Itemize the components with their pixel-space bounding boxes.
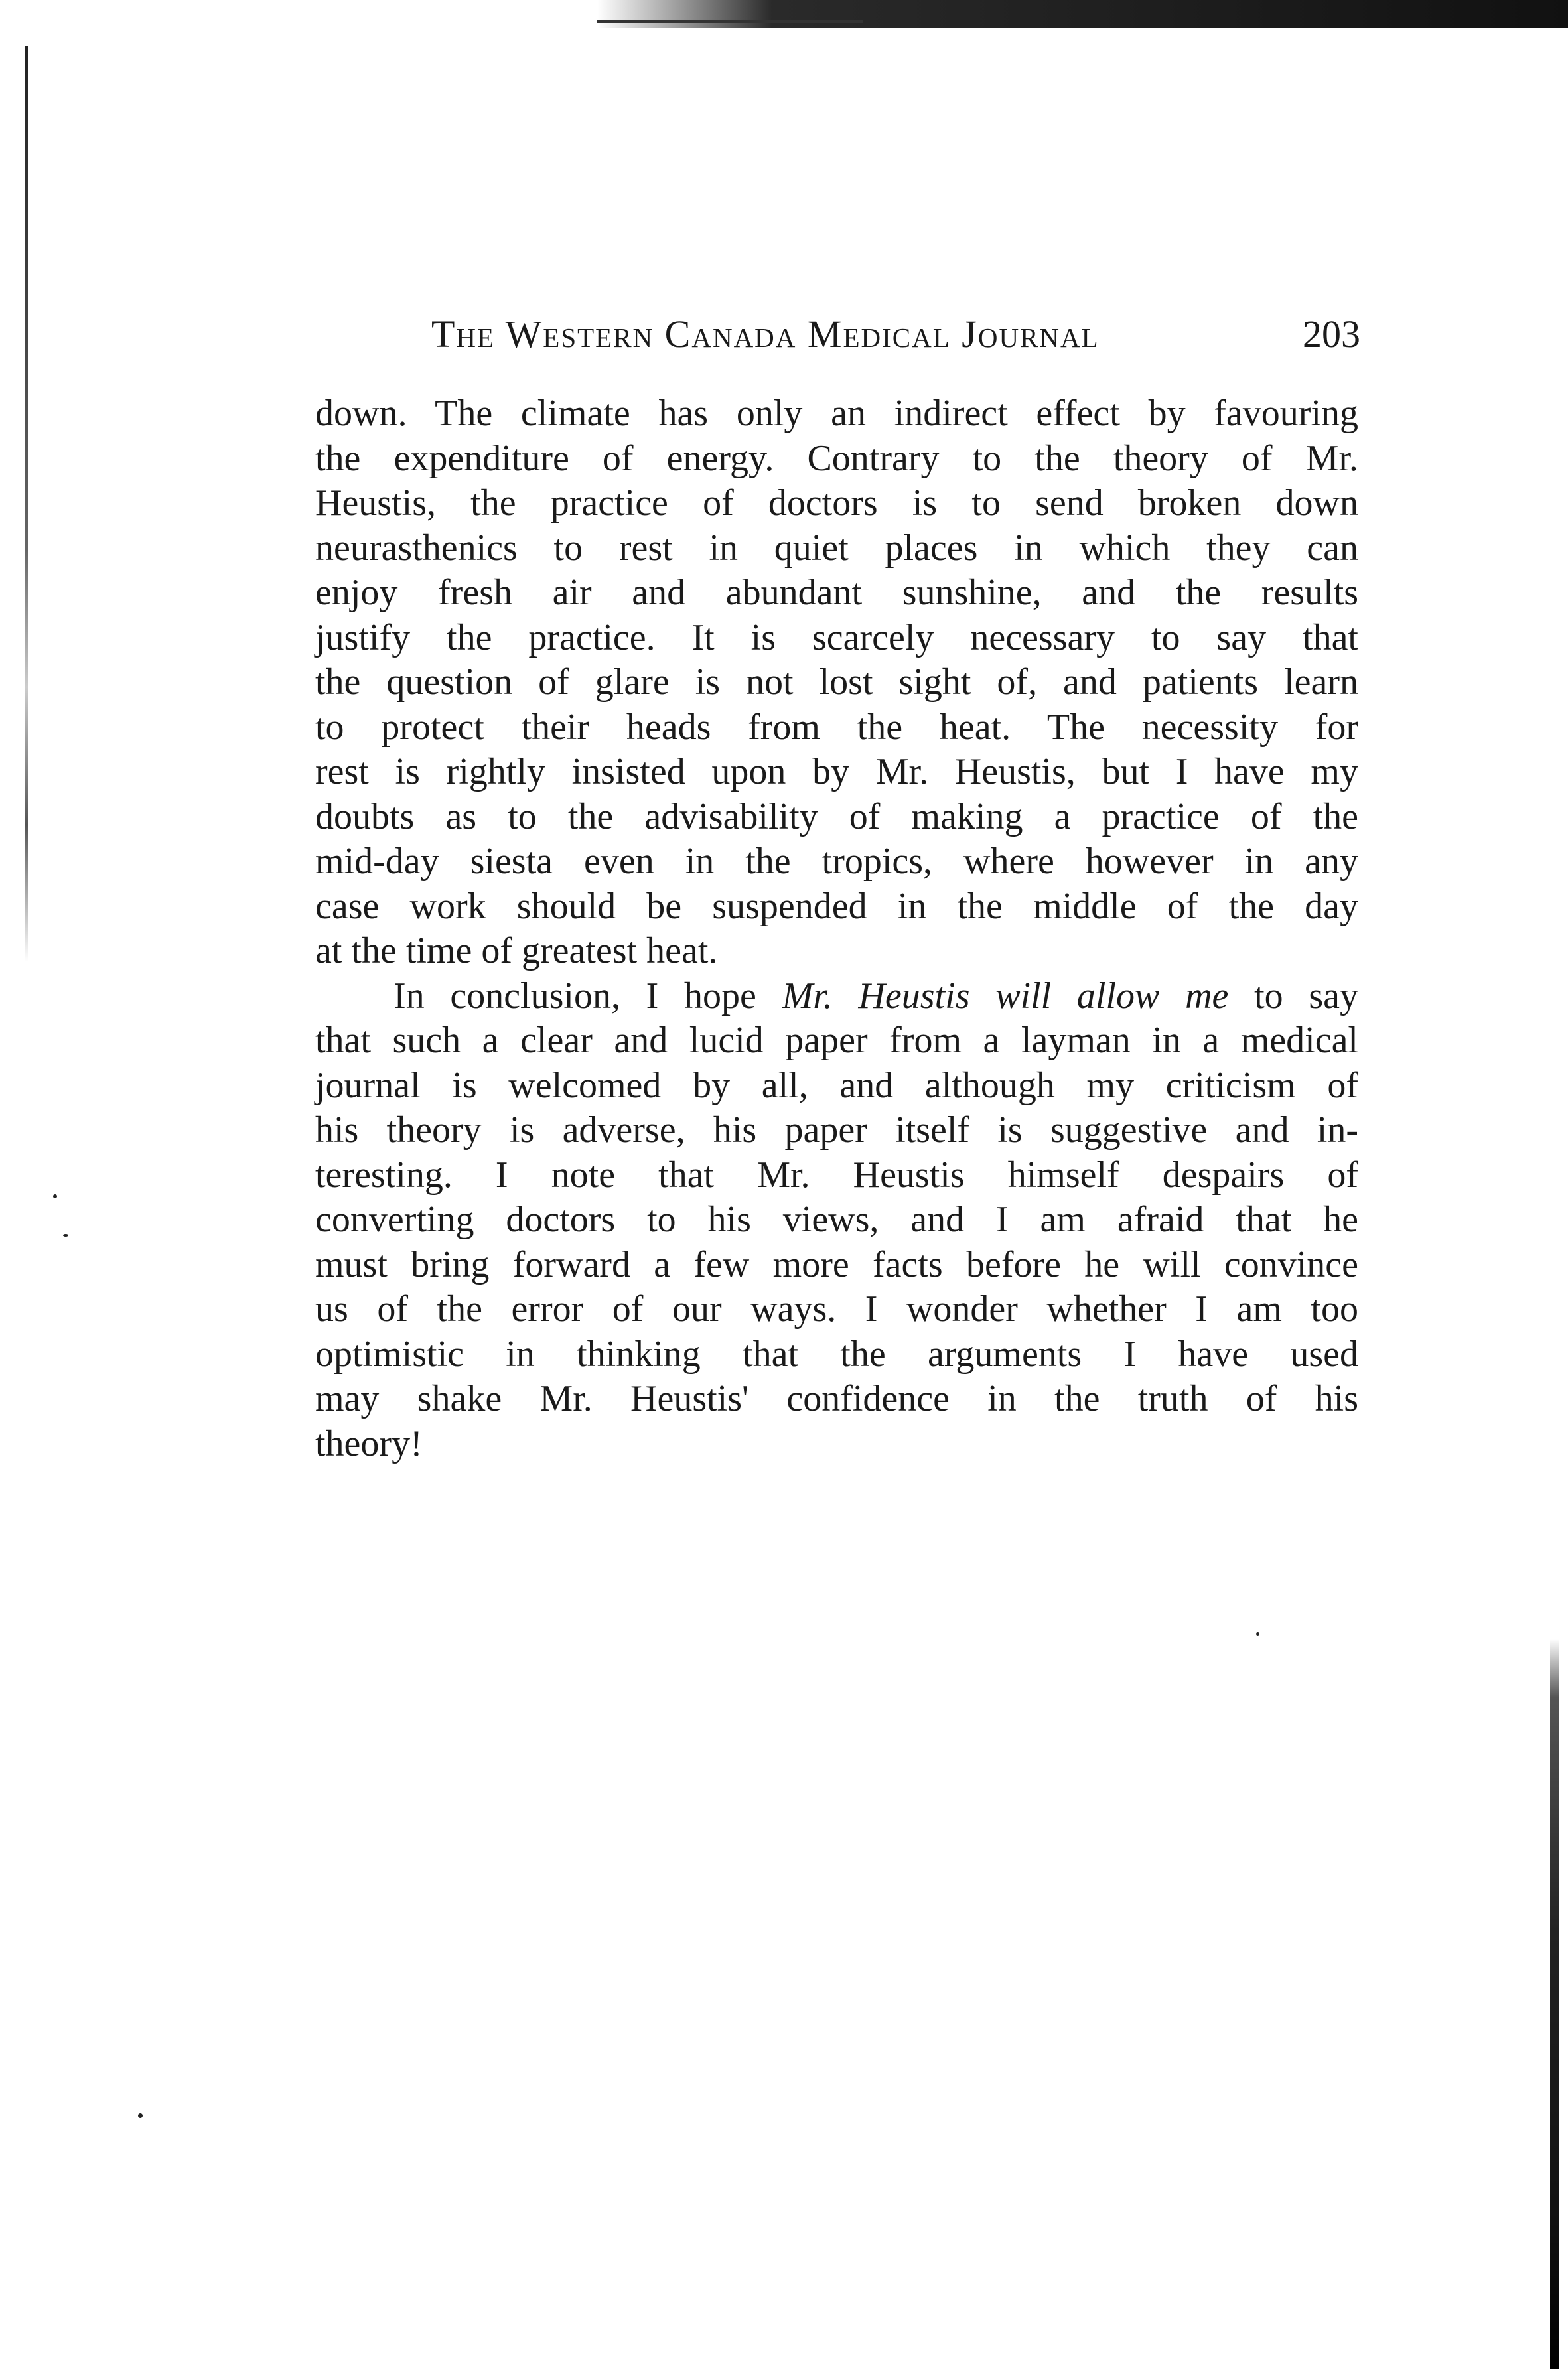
text-line: optimistic in thinking that the arguments I have used bbox=[315, 1333, 1358, 1375]
text-line: may shake Mr. Heustis' confidence in the truth of his bbox=[315, 1378, 1358, 1419]
text-line: case work should be suspended in the middle of the day bbox=[315, 885, 1358, 927]
journal-title: The Western Canada Medical Journal bbox=[431, 313, 1100, 356]
text-run: to say bbox=[1228, 975, 1358, 1016]
scan-top-border-thin bbox=[597, 20, 863, 23]
paragraph-1 bbox=[315, 391, 1358, 974]
scan-right-edge bbox=[1550, 1639, 1559, 2369]
text-line: justify the practice. It is scarcely necessary to say that bbox=[315, 616, 1358, 658]
text-line: his theory is adverse, his paper itself is suggestive and in- bbox=[315, 1109, 1358, 1151]
text-line: must bring forward a few more facts before he will convince bbox=[315, 1243, 1358, 1285]
text-line: that such a clear and lucid paper from a layman in a medical bbox=[315, 1020, 1358, 1061]
text-line: down. The climate has only an indirect effect by favouring bbox=[315, 393, 1358, 434]
text-line: rest is rightly insisted upon by Mr. Heustis, but I have my bbox=[315, 751, 1358, 792]
text-line: journal is welcomed by all, and although my criticism of bbox=[315, 1064, 1358, 1106]
text-line: converting doctors to his views, and I am afraid that he bbox=[315, 1199, 1358, 1240]
scan-speck bbox=[63, 1234, 68, 1237]
text-line: the expenditure of energy. Contrary to the theory of Mr. bbox=[315, 437, 1358, 479]
paragraph-2 bbox=[315, 974, 1358, 1467]
text-line-first bbox=[315, 974, 1358, 1019]
text-line: enjoy fresh air and abundant sunshine, and the results bbox=[315, 572, 1358, 613]
scan-left-edge bbox=[25, 46, 28, 962]
scan-speck bbox=[138, 2113, 143, 2118]
scan-top-border bbox=[597, 0, 1568, 28]
text-line: the question of glare is not lost sight of, and patients learn bbox=[315, 662, 1358, 703]
italic-text-run: Mr. Heustis will allow me bbox=[782, 975, 1229, 1016]
article-body bbox=[315, 391, 1358, 1466]
text-line: neurasthenics to rest in quiet places in which they can bbox=[315, 527, 1358, 569]
scan-speck bbox=[53, 1194, 57, 1198]
running-header bbox=[431, 312, 1360, 365]
text-line: teresting. I note that Mr. Heustis himself despairs of bbox=[315, 1154, 1358, 1196]
text-line: theory! bbox=[315, 1423, 423, 1464]
text-line: at the time of greatest heat. bbox=[315, 930, 718, 971]
text-line: Heustis, the practice of doctors is to send broken down bbox=[315, 482, 1358, 524]
page-number: 203 bbox=[1303, 313, 1360, 356]
text-line: us of the error of our ways. I wonder whether I am too bbox=[315, 1289, 1358, 1330]
text-line: to protect their heads from the heat. The necessity for bbox=[315, 706, 1358, 748]
text-run: In conclusion, I hope bbox=[393, 975, 782, 1016]
text-line: mid-day siesta even in the tropics, where however in any bbox=[315, 841, 1358, 882]
text-line: doubts as to the advisability of making a practice of the bbox=[315, 796, 1358, 837]
scan-speck bbox=[1256, 1632, 1259, 1636]
